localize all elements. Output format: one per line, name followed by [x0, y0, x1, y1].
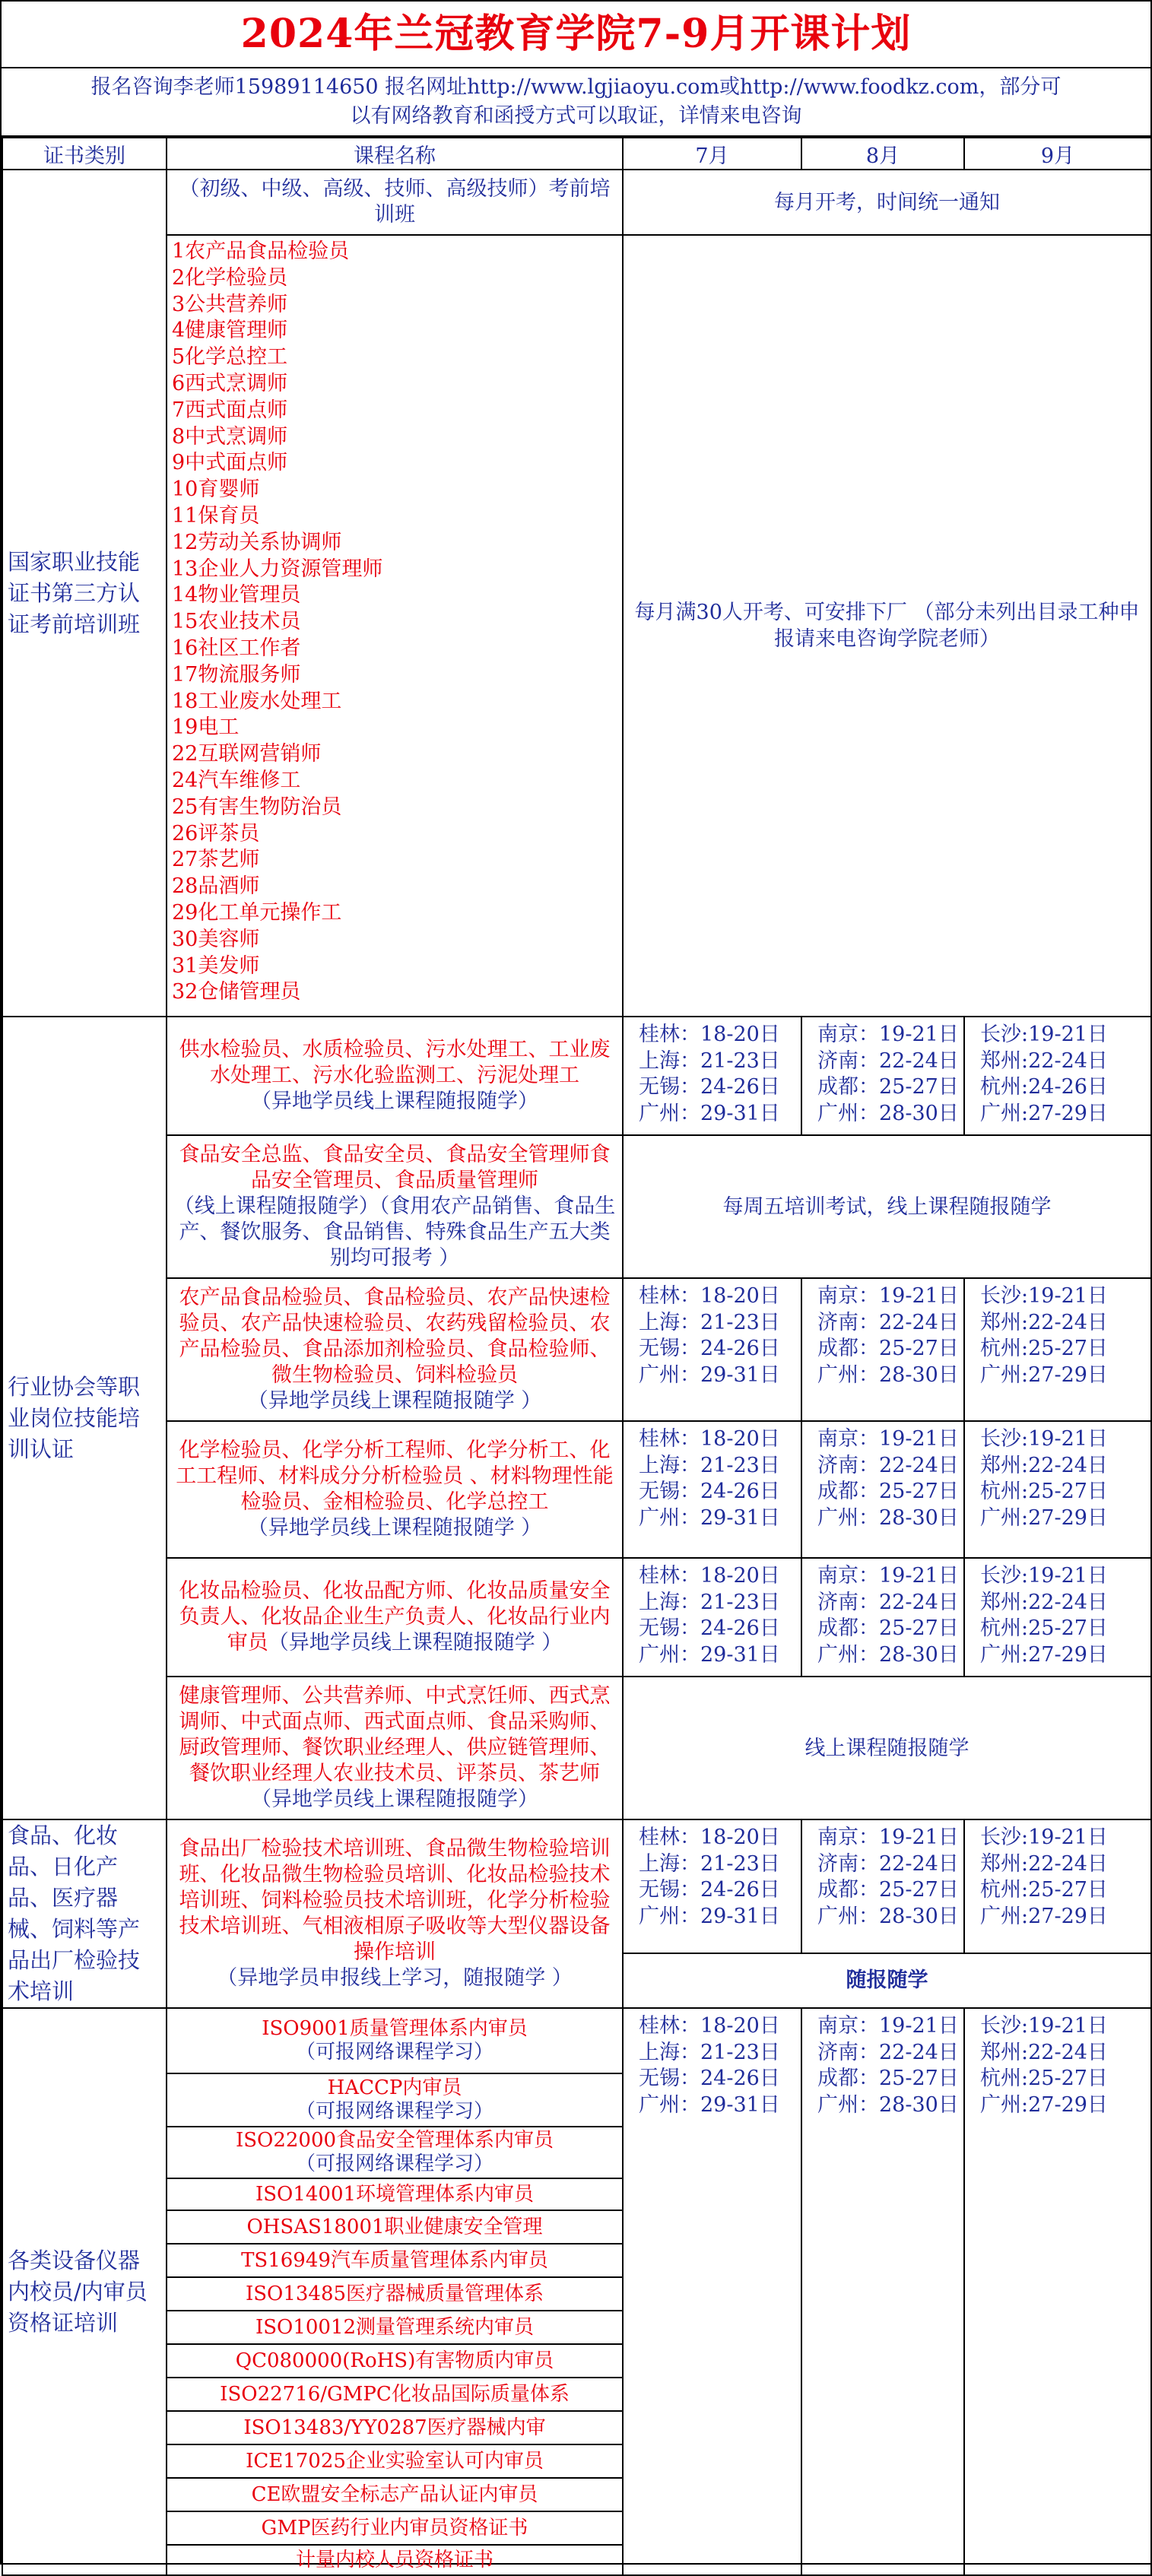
course-cell [167, 1421, 623, 1558]
course-text: HACCP内审员 [327, 2076, 462, 2099]
schedule-entry: 桂林：18-20日 [639, 1564, 780, 1588]
schedule-entry: 济南：22-24日 [817, 1048, 959, 1073]
schedule-entry: 上海：21-23日 [639, 2040, 780, 2064]
table-row [2, 1677, 1151, 1819]
schedule-entry: 上海：21-23日 [639, 1048, 780, 1073]
schedule-entry: 长沙:19-21日 [980, 1564, 1108, 1588]
course-cell: ISO22716/GMPC化妆品国际质量体系 [167, 2378, 623, 2411]
list-item: 9中式面点师 [172, 451, 288, 475]
table-row [2, 2008, 1151, 2073]
contact-line-2: 以有网络教育和函授方式可以取证，详情来电咨询 [350, 104, 802, 128]
schedule-entry: 广州:27-29日 [980, 1101, 1108, 1125]
august-schedule [801, 2008, 964, 2575]
schedule-entry: 济南：22-24日 [817, 2040, 959, 2064]
page-title: 2024年兰冠教育学院7-9月开课计划 [2, 2, 1150, 68]
table-row [2, 1135, 1151, 1278]
schedule-entry: 桂林：18-20日 [639, 1826, 780, 1849]
schedule-entry: 广州:27-29日 [980, 2092, 1108, 2117]
course-text: 化学检验员、化学分析工程师、化学分析工、化工工程师、材料成分分析检验员 、材料物理性能检验员、金相检验员、化学总控工 [176, 1439, 614, 1514]
contact-info [2, 68, 1150, 137]
schedule-entry: 杭州:25-27日 [980, 1337, 1108, 1360]
schedule-entry: 郑州:22-24日 [980, 1310, 1108, 1334]
august-schedule [801, 1017, 964, 1135]
schedule-table [2, 137, 1152, 2576]
schedule-entry: 上海：21-23日 [639, 1851, 780, 1876]
schedule-entry: 广州：28-30日 [817, 1642, 959, 1667]
schedule-entry: 杭州:25-27日 [980, 1616, 1108, 1640]
course-text: 供水检验员、水质检验员、污水处理工、工业废水处理工、污水化验监测工、污泥处理工 [179, 1038, 611, 1087]
schedule-entry: 广州：28-30日 [817, 1101, 959, 1125]
category-cell: 各类设备仪器内校员/内审员资格证培训 [2, 2008, 167, 2575]
schedule-entry: 南京：19-21日 [817, 1826, 959, 1849]
list-item: 25有害生物防治员 [172, 795, 342, 819]
list-item: 24汽车维修工 [172, 768, 301, 792]
table-row [2, 1819, 1151, 1953]
september-schedule [964, 1819, 1151, 1953]
schedule-entry: 上海：21-23日 [639, 1590, 780, 1614]
header-july: 7月 [623, 138, 801, 170]
schedule-entry: 长沙:19-21日 [980, 1427, 1108, 1451]
schedule-entry: 长沙:19-21日 [980, 1826, 1108, 1849]
header-september: 9月 [964, 138, 1151, 170]
course-cell: ISO14001环境管理体系内审员 [167, 2178, 623, 2210]
course-text: ISO22000食品安全管理体系内审员 [235, 2129, 554, 2152]
schedule-note: 每周五培训考试，线上课程随报随学 [623, 1135, 1151, 1278]
august-schedule [801, 1819, 964, 1953]
table-row [2, 1278, 1151, 1421]
schedule-entry: 郑州:22-24日 [980, 1048, 1108, 1073]
header-august: 8月 [801, 138, 964, 170]
course-cell [167, 1017, 623, 1135]
schedule-entry: 广州：28-30日 [817, 2092, 959, 2117]
course-note: （异地学员线上课程随报随学 ） [268, 1631, 563, 1654]
schedule-entry: 成都：25-27日 [817, 1480, 959, 1503]
course-cell: （初级、中级、高级、技师、高级技师）考前培训班 [167, 170, 623, 235]
schedule-entry: 无锡：24-26日 [639, 1616, 780, 1640]
course-cell: QC080000(RoHS)有害物质内审员 [167, 2344, 623, 2378]
table-row [2, 1017, 1151, 1135]
course-list-cell [167, 235, 623, 1017]
schedule-entry: 南京：19-21日 [817, 1564, 959, 1588]
schedule-entry: 桂林：18-20日 [639, 1023, 780, 1046]
schedule-entry: 广州：29-31日 [639, 1363, 780, 1387]
schedule-entry: 杭州:24-26日 [980, 1075, 1108, 1099]
contact-line-1: 报名咨询李老师15989114650 报名网址http://www.lgjiaoyu.com或http://www.foodkz.com，部分可 [90, 75, 1062, 99]
course-text: 健康管理师、公共营养师、中式烹饪师、西式烹调师、中式面点师、西式面点师、食品采购师、厨政管理师、餐饮职业经理人、供应链管理师、餐饮职业经理人农业技术员、评茶员、茶艺师 [179, 1684, 611, 1785]
header-category: 证书类别 [2, 138, 167, 170]
schedule-entry: 广州：28-30日 [817, 1363, 959, 1387]
schedule-note: 每月满30人开考、可安排下厂 （部分未列出目录工种申报请来电咨询学院老师） [623, 235, 1151, 1017]
schedule-note: 每月开考，时间统一通知 [623, 170, 1151, 235]
schedule-entry: 广州:27-29日 [980, 1904, 1108, 1928]
schedule-entry: 长沙:19-21日 [980, 1023, 1108, 1046]
course-cell [167, 1819, 623, 2008]
course-text: 农产品食品检验员、食品检验员、农产品快速检验员、农产品快速检验员、农药残留检验员、农产品检验员、食品添加剂检验员、食品检验师、微生物检验员、饲料检验员 [179, 1286, 611, 1387]
list-item: 30美容师 [172, 927, 260, 951]
schedule-entry: 桂林：18-20日 [639, 1284, 780, 1308]
list-item: 14物业管理员 [172, 583, 301, 608]
table-row [2, 1558, 1151, 1677]
category-cell: 国家职业技能证书第三方认证考前培训班 [2, 170, 167, 1017]
list-item: 27茶艺师 [172, 848, 260, 872]
august-schedule [801, 1278, 964, 1421]
schedule-entry: 广州:27-29日 [980, 1642, 1108, 1667]
schedule-entry: 郑州:22-24日 [980, 2040, 1108, 2064]
schedule-entry: 广州：28-30日 [817, 1904, 959, 1928]
course-note: （线上课程随报随学）（食用农产品销售、食品生产、餐饮服务、食品销售、特殊食品生产五大类别均可报考 ） [173, 1194, 616, 1270]
course-cell: TS16949汽车质量管理体系内审员 [167, 2244, 623, 2277]
schedule-entry: 无锡：24-26日 [639, 1878, 780, 1902]
list-item: 10育婴师 [172, 477, 260, 502]
list-item: 22互联网营销师 [172, 742, 322, 766]
list-item: 2化学检验员 [172, 265, 288, 290]
schedule-entry: 无锡：24-26日 [639, 1337, 780, 1360]
header-course: 课程名称 [167, 138, 623, 170]
course-text: ISO9001质量管理体系内审员 [262, 2017, 528, 2040]
september-schedule [964, 1017, 1151, 1135]
list-item: 18工业废水处理工 [172, 689, 342, 713]
course-cell: CE欧盟安全标志产品认证内审员 [167, 2478, 623, 2511]
list-item: 32仓储管理员 [172, 980, 301, 1004]
schedule-entry: 上海：21-23日 [639, 1453, 780, 1477]
list-item: 17物流服务师 [172, 662, 301, 687]
course-cell [167, 2127, 623, 2178]
schedule-entry: 南京：19-21日 [817, 2014, 959, 2038]
list-item: 12劳动关系协调师 [172, 530, 342, 554]
list-item: 28品酒师 [172, 874, 260, 899]
table-row [2, 1421, 1151, 1558]
schedule-entry: 杭州:25-27日 [980, 2067, 1108, 2090]
course-cell: ISO13485医疗器械质量管理体系 [167, 2277, 623, 2311]
schedule-entry: 济南：22-24日 [817, 1310, 959, 1334]
august-schedule [801, 1421, 964, 1558]
schedule-entry: 长沙:19-21日 [980, 2014, 1108, 2038]
july-schedule [623, 2008, 801, 2575]
list-item: 6西式烹调师 [172, 371, 288, 395]
list-item: 11保育员 [172, 503, 260, 528]
course-cell [167, 1677, 623, 1819]
list-item: 13企业人力资源管理师 [172, 557, 383, 581]
course-text: 食品出厂检验技术培训班、食品微生物检验培训班、化妆品微生物检验员培训、化妆品检验技术培训班、饲料检验员技术培训班，化学分析检验技术培训班、气相液相原子吸收等大型仪器设备操作培训 [179, 1837, 611, 1964]
course-cell: ICE17025企业实验室认可内审员 [167, 2444, 623, 2478]
course-note: （异地学员线上课程随报随学） [251, 1788, 538, 1811]
course-text: 化妆品检验员、化妆品配方师、化妆品质量安全负责人、化妆品企业生产负责人、化妆品行业内审员 [179, 1579, 611, 1654]
july-schedule [623, 1558, 801, 1677]
course-cell [167, 1558, 623, 1677]
july-schedule [623, 1421, 801, 1558]
schedule-entry: 杭州:25-27日 [980, 1480, 1108, 1503]
course-cell [167, 2008, 623, 2073]
schedule-entry: 广州：29-31日 [639, 2092, 780, 2117]
schedule-entry: 广州：29-31日 [639, 1101, 780, 1125]
course-cell: ISO10012测量管理系统内审员 [167, 2311, 623, 2344]
course-cell: OHSAS18001职业健康安全管理 [167, 2210, 623, 2244]
schedule-entry: 南京：19-21日 [817, 1023, 959, 1046]
list-item: 7西式面点师 [172, 398, 288, 422]
list-item: 1农产品食品检验员 [172, 240, 350, 263]
schedule-note: 线上课程随报随学 [623, 1677, 1151, 1819]
schedule-entry: 无锡：24-26日 [639, 2067, 780, 2090]
category-cell: 食品、化妆品、日化产品、医疗器械、饲料等产品出厂检验技术培训 [2, 1819, 167, 2008]
list-item: 4健康管理师 [172, 319, 288, 343]
course-cell: GMP医药行业内审员资格证书 [167, 2511, 623, 2545]
course-note: （异地学员线上课程随报随学） [251, 1090, 538, 1113]
course-note: （异地学员线上课程随报随学 ） [247, 1516, 542, 1540]
schedule-entry: 广州：28-30日 [817, 1505, 959, 1530]
course-cell: 计量内校人员资格证书 [167, 2545, 623, 2575]
list-item: 16社区工作者 [172, 636, 301, 660]
schedule-entry: 成都：25-27日 [817, 1878, 959, 1902]
september-schedule [964, 1421, 1151, 1558]
course-note: （可报网络课程学习） [295, 2100, 493, 2123]
course-text: 食品安全总监、食品安全员、食品安全管理师食品安全管理员、食品质量管理师 [179, 1143, 611, 1192]
list-item: 29化工单元操作工 [172, 900, 342, 925]
schedule-entry: 上海：21-23日 [639, 1310, 780, 1334]
schedule-entry: 郑州:22-24日 [980, 1590, 1108, 1614]
july-schedule [623, 1017, 801, 1135]
september-schedule [964, 1278, 1151, 1421]
schedule-entry: 无锡：24-26日 [639, 1480, 780, 1503]
schedule-entry: 桂林：18-20日 [639, 2014, 780, 2038]
category-cell: 行业协会等职业岗位技能培训认证 [2, 1017, 167, 1819]
schedule-entry: 成都：25-27日 [817, 1337, 959, 1360]
schedule-entry: 成都：25-27日 [817, 1075, 959, 1099]
list-item: 3公共营养师 [172, 292, 288, 316]
schedule-entry: 无锡：24-26日 [639, 1075, 780, 1099]
schedule-entry: 成都：25-27日 [817, 1616, 959, 1640]
september-schedule [964, 1558, 1151, 1677]
course-cell [167, 2073, 623, 2127]
schedule-entry: 南京：19-21日 [817, 1427, 959, 1451]
course-note: （异地学员线上课程随报随学 ） [247, 1389, 542, 1413]
schedule-entry: 济南：22-24日 [817, 1453, 959, 1477]
schedule-entry: 济南：22-24日 [817, 1851, 959, 1876]
schedule-entry: 广州:27-29日 [980, 1505, 1108, 1530]
schedule-entry: 长沙:19-21日 [980, 1284, 1108, 1308]
list-item: 15农业技术员 [172, 610, 301, 634]
schedule-entry: 杭州:25-27日 [980, 1878, 1108, 1902]
list-item: 8中式烹调师 [172, 424, 288, 449]
july-schedule [623, 1819, 801, 1953]
course-note: （可报网络课程学习） [295, 2041, 493, 2064]
schedule-entry: 广州：29-31日 [639, 1642, 780, 1667]
schedule-entry: 广州：29-31日 [639, 1505, 780, 1530]
schedule-note: 随报随学 [623, 1953, 1151, 2008]
schedule-entry: 南京：19-21日 [817, 1284, 959, 1308]
august-schedule [801, 1558, 964, 1677]
schedule-entry: 郑州:22-24日 [980, 1851, 1108, 1876]
list-item: 31美发师 [172, 953, 260, 978]
header-row [2, 138, 1151, 170]
course-cell [167, 1278, 623, 1421]
schedule-entry: 济南：22-24日 [817, 1590, 959, 1614]
list-item: 19电工 [172, 715, 240, 740]
schedule-entry: 桂林：18-20日 [639, 1427, 780, 1451]
table-row [2, 235, 1151, 1017]
course-note: （可报网络课程学习） [295, 2152, 493, 2175]
schedule-entry: 广州：29-31日 [639, 1904, 780, 1928]
schedule-entry: 成都：25-27日 [817, 2067, 959, 2090]
schedule-entry: 郑州:22-24日 [980, 1453, 1108, 1477]
course-cell [167, 1135, 623, 1278]
schedule-entry: 广州:27-29日 [980, 1363, 1108, 1387]
list-item: 5化学总控工 [172, 345, 288, 370]
table-row [2, 170, 1151, 235]
list-item: 26评茶员 [172, 821, 260, 845]
course-cell: ISO13483/YY0287医疗器械内审 [167, 2411, 623, 2444]
course-note: （异地学员申报线上学习，随报随学 ） [217, 1966, 573, 1990]
september-schedule [964, 2008, 1151, 2575]
july-schedule [623, 1278, 801, 1421]
